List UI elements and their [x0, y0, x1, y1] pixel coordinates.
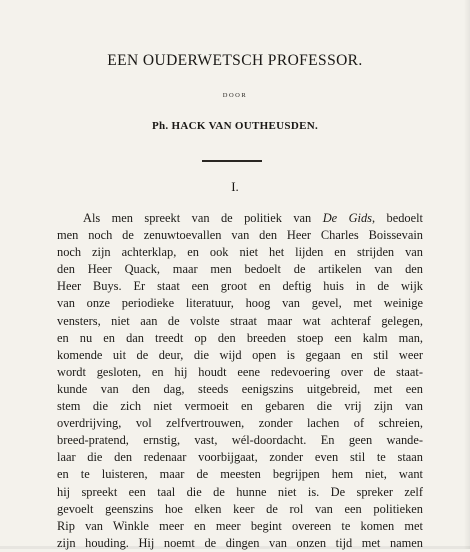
text-line: en nu en dan treedt op den breeden stoep een kalm man, [57, 330, 423, 345]
text-line: den Heer Quack, maar men bedoelt de artikelen van den [57, 262, 423, 277]
text-line: breed-pratend, ernstig, vast, wél-doordacht. En geen wande- [57, 433, 423, 448]
text-line: laar die den redenaar voorbijgaat, zonder even stil te staan [57, 450, 423, 465]
byline-label: DOOR [222, 92, 248, 99]
text-line: vensters, niet aan de volste straat maar wat achteraf gelegen, [57, 313, 423, 328]
text-line: Rip van Winkle meer en meer begint overeen te komen met [57, 518, 423, 533]
body-paragraph [57, 210, 423, 552]
text-line: overdrijving, vol zelfvertrouwen, zonder lachen of schreien, [57, 416, 423, 431]
article-title: EEN OUDERWETSCH PROFESSOR. [107, 52, 363, 69]
journal-name: De Gids [322, 211, 372, 225]
text-line: zijn houding. Hij noemt de dingen van onzen tijd met namen [57, 535, 423, 550]
text-line: stem die zich niet vermoeit en gebaren die vrij zijn van [57, 399, 423, 414]
text-line: van onze periodieke literatuur, hoog van gevel, met weinige [57, 296, 423, 311]
author-name: Ph. HACK VAN OUTHEUSDEN. [151, 120, 319, 132]
text-line: noch zijn achterklap, en ook niet het lijden en strijden van [57, 245, 423, 260]
text-line: wordt gesloten, en hij houdt eene redevoering over de staat- [57, 364, 423, 379]
title-divider [202, 160, 262, 162]
text-line-start: Als men spreekt van de politiek van [83, 211, 323, 225]
text-line-end: , bedoelt [371, 211, 423, 225]
text-line: men noch de zenuwtoevallen van den Heer Charles Boissevain [57, 228, 423, 243]
text-line: en te luisteren, maar de meesten begrijpen hem niet, want [57, 467, 423, 482]
text-line: hij spreekt een taal die de hunne niet is. De spreker zelf [57, 484, 423, 499]
text-line [57, 210, 423, 227]
text-line: komende uit de deur, die wijd open is gegaan en stil weer [57, 347, 423, 362]
text-line: Heer Buys. Er staat een groot en deftig huis in de wijk [57, 279, 423, 294]
section-number: I. [231, 179, 239, 194]
text-line: kunde van den dag, steeds eenigszins uitgebreid, met een [57, 381, 423, 396]
text-line: gevoelt geenszins hoe elken keer de rol van een politieken [57, 501, 423, 516]
scan-edge-shadow [464, 0, 470, 549]
